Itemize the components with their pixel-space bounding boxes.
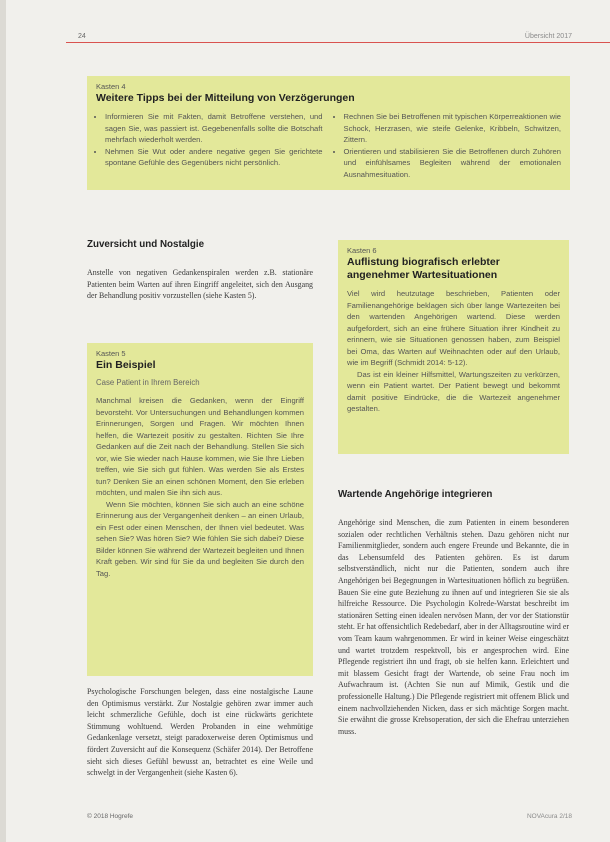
kasten-6-label: Kasten 6 [347, 246, 377, 255]
page-number: 24 [78, 33, 86, 40]
kasten-5-label: Kasten 5 [96, 349, 126, 358]
kasten-4-list-right [335, 111, 562, 180]
running-head: Übersicht 2017 [524, 33, 572, 40]
kasten-4-box [87, 76, 570, 190]
kasten-6-paragraph: Das ist ein kleiner Hilfsmittel, Wartungszeiten zu verkürzen, wenn ein Patient wartet. Der Patient bewegt und bekommt damit positive Eindrücke, die die Wartezeit angenehmer gestalten. [347, 369, 560, 414]
kasten-4-label: Kasten 4 [96, 82, 126, 91]
footer-copyright: © 2018 Hogrefe [87, 813, 133, 820]
kasten-5-paragraph: Wenn Sie möchten, können Sie sich auch an eine schöne Erinnerung aus der Vergangenheit denken – an einen Urlaub, ein Fest oder einen Menschen, der Ihnen viel bedeutet. Was sehen Sie? Was hören Sie? Wie fühlen Sie sich dabei? Diese Bilder können Sie während der Wartezeit begleiten und Ihnen Kraft geben. Wir sind für Sie da und begleiten Sie durch den Tag. [96, 499, 304, 578]
list-item: • Rechnen Sie bei Betroffenen mit typischen Körperreaktionen wie Schock, Herzrasen, wie steife Gelenke, Kribbeln, Schwitzen, Zittern. [344, 111, 562, 146]
section-title-zuversicht: Zuversicht und Nostalgie [87, 239, 205, 250]
list-item: • Informieren Sie mit Fakten, damit Betroffene verstehen, und sagen Sie, was passiert ist. Gegebenenfalls sollte die Botschaft mehrfach wiederholt werden. [105, 111, 323, 146]
header-rule [66, 42, 610, 43]
list-item: • Nehmen Sie Wut oder andere negative gegen Sie gerichtete spontane Gefühle des Gegenübers nicht persönlich. [105, 146, 323, 169]
angehoerige-paragraph: Angehörige sind Menschen, die zum Patienten in einem besonderen sozialen oder rechtlichen Verhältnis stehen. Dazu gehören nicht nur Familienmitglieder, sondern auch engere Freunde und Bekannte, die in das Lebensumfeld des Patienten gehören. Es ist darum selbstverständlich, nicht nur die Patienten, sondern auch ihre Angehörigen bei Begegnungen in Wartesituationen höflich zu begrüßen. Bauen Sie eine gute Beziehung zu ihnen auf und integrieren Sie sie als hilfreiche Ressource. Die Psychologin Kolrede-Warstat beschreibt im stationären Setting einen idealen nervösen Mann, der vor der Stationstür steht. Er hat offensichtlich Redebedarf, aber in der Alltagsroutine wird er vom Team kaum wahrgenommen. Er wird in keiner Weise eingeschätzt und wartet trotzdem respektvoll, bis er angesprochen wird. Eine Pflegende registriert ihn und fragt, ob sie helfen kann. Erleichtert und mit blassem Gesicht fragt der Wartende, ob seine Frau noch im Aufwachraum ist. (Achten Sie nun auf Mimik, Gestik und die professionelle Haltung.) Die Pflegende registriert mit offenem Blick und einem nachvollziehenden Nicken, dass er sich mächtige Sorgen macht. Sie erwähnt die grosse Krebsoperation, der sich die Ehefrau unterziehen muss. [338, 518, 569, 736]
list-item: • Orientieren und stabilisieren Sie die Betroffenen durch Zuhören und einfühlsames Begleiten während der emotionalen Ausnahmesituation. [344, 146, 562, 181]
kasten-6-box [338, 240, 569, 454]
kasten-6-title: Auflistung biografisch erlebter angenehmer Wartesituationen [347, 256, 500, 282]
kasten-4-list-left [96, 111, 323, 180]
kasten-4-title: Weitere Tipps bei der Mitteilung von Verzögerungen [96, 92, 355, 104]
kasten-5-box [87, 343, 313, 676]
zuversicht-paragraph: Anstelle von negativen Gedankenspiralen werden z.B. stationäre Patienten beim Warten auf ihren Eingriff angeleitet, sich den Ausgang der Behandlung positiv vorzustellen (siehe Kasten 5). [87, 268, 313, 301]
kasten-5-title: Ein Beispiel [96, 359, 156, 371]
kasten-5-paragraph: Manchmal kreisen die Gedanken, wenn der Eingriff bevorsteht. Vor Untersuchungen und Behandlungen kommen Erinnerungen, Sorgen und Fragen. Wir möchten Ihnen helfen, die Wartezeit positiv zu gestalten. Richten Sie Ihre Gedanken auf die Zeit nach der Behandlung. Stellen Sie sich vor, wie Sie wieder nach Hause kommen, wie Sie Ihre Lieben treffen, wie Sie sich gut fühlen. Was werden Sie als Erstes tun? Denken Sie an einen schönen Moment, den Sie erleben möchten, und malen Sie ihn sich aus. [96, 396, 304, 498]
section-title-angehoerige: Wartende Angehörige integrieren [338, 489, 493, 500]
psych-paragraph: Psychologische Forschungen belegen, dass eine nostalgische Laune den Optimismus verstärkt. Zur Nostalgie gehören zwar immer auch leicht schmerzliche Gefühle, doch ist eine rückwärts gerichtete Stimmung wohltuend. Werden Probanden in eine wehmütige Gedankenlage versetzt, steigt paradoxerweise deren Optimismus und fördert Zuversicht auf die Konsequenz (Schäfer 2014). Der Betroffene sieht sich dieses Gefühl bewusst an, betrachtet es eine Weile und schwelgt in der Vergangenheit (siehe Kasten 6). [87, 687, 313, 778]
kasten-5-subtitle: Case Patient in Ihrem Bereich [96, 378, 200, 388]
page-edge [0, 0, 6, 842]
footer-journal: NOVAcura 2/18 [526, 813, 572, 820]
kasten-6-paragraph: Viel wird heutzutage beschrieben, Patienten oder Familienangehörige beklagen sich über lange Wartezeiten bei den wartenden Angehörigen wartend. Diese werden aufgefordert, sich an eine frühere Situation ihrer Kindheit zu erinnern, wie sie Situationen genossen haben, zum Beispiel bei Oma, das Warten auf Weihnachten oder auf den Urlaub, wie im Begriff (Schmidt 2014: 5-12). [347, 289, 560, 368]
kasten-4-columns [96, 111, 561, 180]
